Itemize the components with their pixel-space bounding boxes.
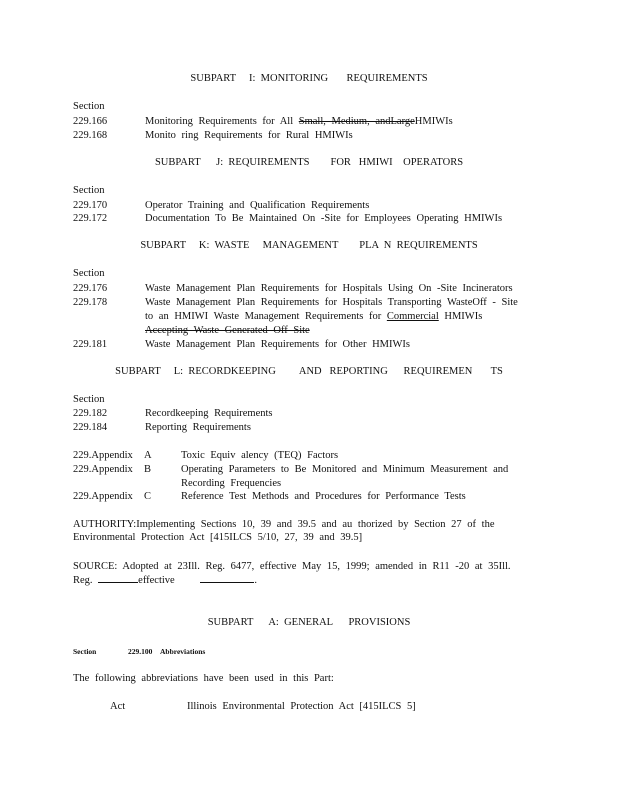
struck-text: Accepting Waste Generated Off Site bbox=[145, 325, 310, 336]
section-title-small: Abbreviations bbox=[160, 647, 206, 656]
section-label-small: Section bbox=[73, 647, 97, 656]
section-title: Waste Management Plan Requirements for Hospitals Transporting WasteOff - Site bbox=[145, 297, 518, 308]
appendix-letter: C bbox=[144, 491, 152, 502]
authority-note bbox=[73, 518, 533, 544]
blank-line bbox=[98, 573, 138, 583]
section-title: Waste Management Plan Requirements for Other HMIWIs bbox=[145, 339, 411, 350]
section-number: 229.170 bbox=[73, 200, 108, 211]
section-number: 229.182 bbox=[73, 408, 108, 419]
struck-text: Small, Medium, andLarge bbox=[298, 116, 415, 127]
abbreviation-term: Act bbox=[110, 701, 126, 712]
section-title: Monito ring Requirements for Rural HMIWIs bbox=[145, 130, 353, 141]
underlined-text: Commercial bbox=[386, 311, 439, 322]
section-number: 229.176 bbox=[73, 283, 108, 294]
section-number-small: 229.100 bbox=[128, 647, 153, 656]
section-number: 229.166 bbox=[73, 116, 108, 127]
abbreviation-definition: Illinois Environmental Protection Act [415ILCS 5] bbox=[187, 701, 416, 712]
section-title: Waste Management Plan Requirements for Hospitals Using On -Site Incinerators bbox=[145, 283, 513, 294]
source-line-2-mid: effective bbox=[138, 575, 175, 586]
section-title: Reporting Requirements bbox=[145, 422, 251, 433]
section-number: 229.172 bbox=[73, 213, 108, 224]
appendix-title: Operating Parameters to Be Monitored and Minimum Measurement and bbox=[181, 464, 509, 475]
source-note: SOURCE: Adopted at 23Ill. Reg. 6477, effective May 15, 1999; amended in R11 -20 at 35Ill. Reg. effective . bbox=[73, 561, 511, 586]
section-label: Section bbox=[73, 394, 105, 405]
appendix-letter: A bbox=[144, 450, 152, 461]
subpart-k-heading: SUBPART K: WASTE MANAGEMENT PLA N REQUIREMENTS bbox=[140, 240, 478, 251]
section-number: 229.181 bbox=[73, 339, 108, 350]
section-title: Monitoring Requirements for All Small, Medium, andLargeHMIWIs bbox=[145, 116, 453, 127]
intro-sentence: The following abbreviations have been used in this Part: bbox=[73, 673, 334, 684]
authority-line-1: AUTHORITY:Implementing Sections 10, 39 and 39.5 and au thorized by Section 27 of the bbox=[73, 519, 495, 530]
section-number: 229.178 bbox=[73, 297, 108, 308]
appendix-title-continued: Recording Frequencies bbox=[181, 478, 282, 489]
appendix-number: 229.Appendix bbox=[73, 450, 133, 461]
section-title: Documentation To Be Maintained On -Site for Employees Operating HMIWIs bbox=[145, 213, 503, 224]
source-line-1: SOURCE: Adopted at 23Ill. Reg. 6477, effective May 15, 1999; amended in R11 -20 at 35Ill. bbox=[73, 561, 511, 572]
appendix-letter: B bbox=[144, 464, 152, 475]
blank-line bbox=[200, 573, 254, 583]
subpart-l-heading: SUBPART L: RECORDKEEPING AND REPORTING REQUIREMEN TS bbox=[115, 366, 503, 377]
section-label: Section bbox=[73, 268, 105, 279]
section-label: Section bbox=[73, 101, 105, 112]
section-title-continued: to an HMIWI Waste Management Requirements for Commercial HMIWIs bbox=[145, 311, 483, 322]
source-line-2-start: Reg. bbox=[73, 575, 93, 586]
appendix-number: 229.Appendix bbox=[73, 491, 133, 502]
appendix-number: 229.Appendix bbox=[73, 464, 133, 475]
section-label: Section bbox=[73, 185, 105, 196]
subpart-j-heading: SUBPART J: REQUIREMENTS FOR HMIWI OPERATORS bbox=[154, 157, 464, 168]
authority-line-2: Environmental Protection Act [415ILCS 5/10, 27, 39 and 39.5] bbox=[73, 532, 363, 543]
section-title: Recordkeeping Requirements bbox=[145, 408, 273, 419]
appendix-title: Reference Test Methods and Procedures for Performance Tests bbox=[181, 491, 466, 502]
section-number: 229.184 bbox=[73, 422, 108, 433]
section-title: Operator Training and Qualification Requirements bbox=[145, 200, 370, 211]
subpart-i-heading: SUBPART I: MONITORING REQUIREMENTS bbox=[190, 73, 428, 84]
section-number: 229.168 bbox=[73, 130, 108, 141]
subpart-a-heading: SUBPART A: GENERAL PROVISIONS bbox=[207, 617, 411, 628]
appendix-title: Toxic Equiv alency (TEQ) Factors bbox=[181, 450, 339, 461]
